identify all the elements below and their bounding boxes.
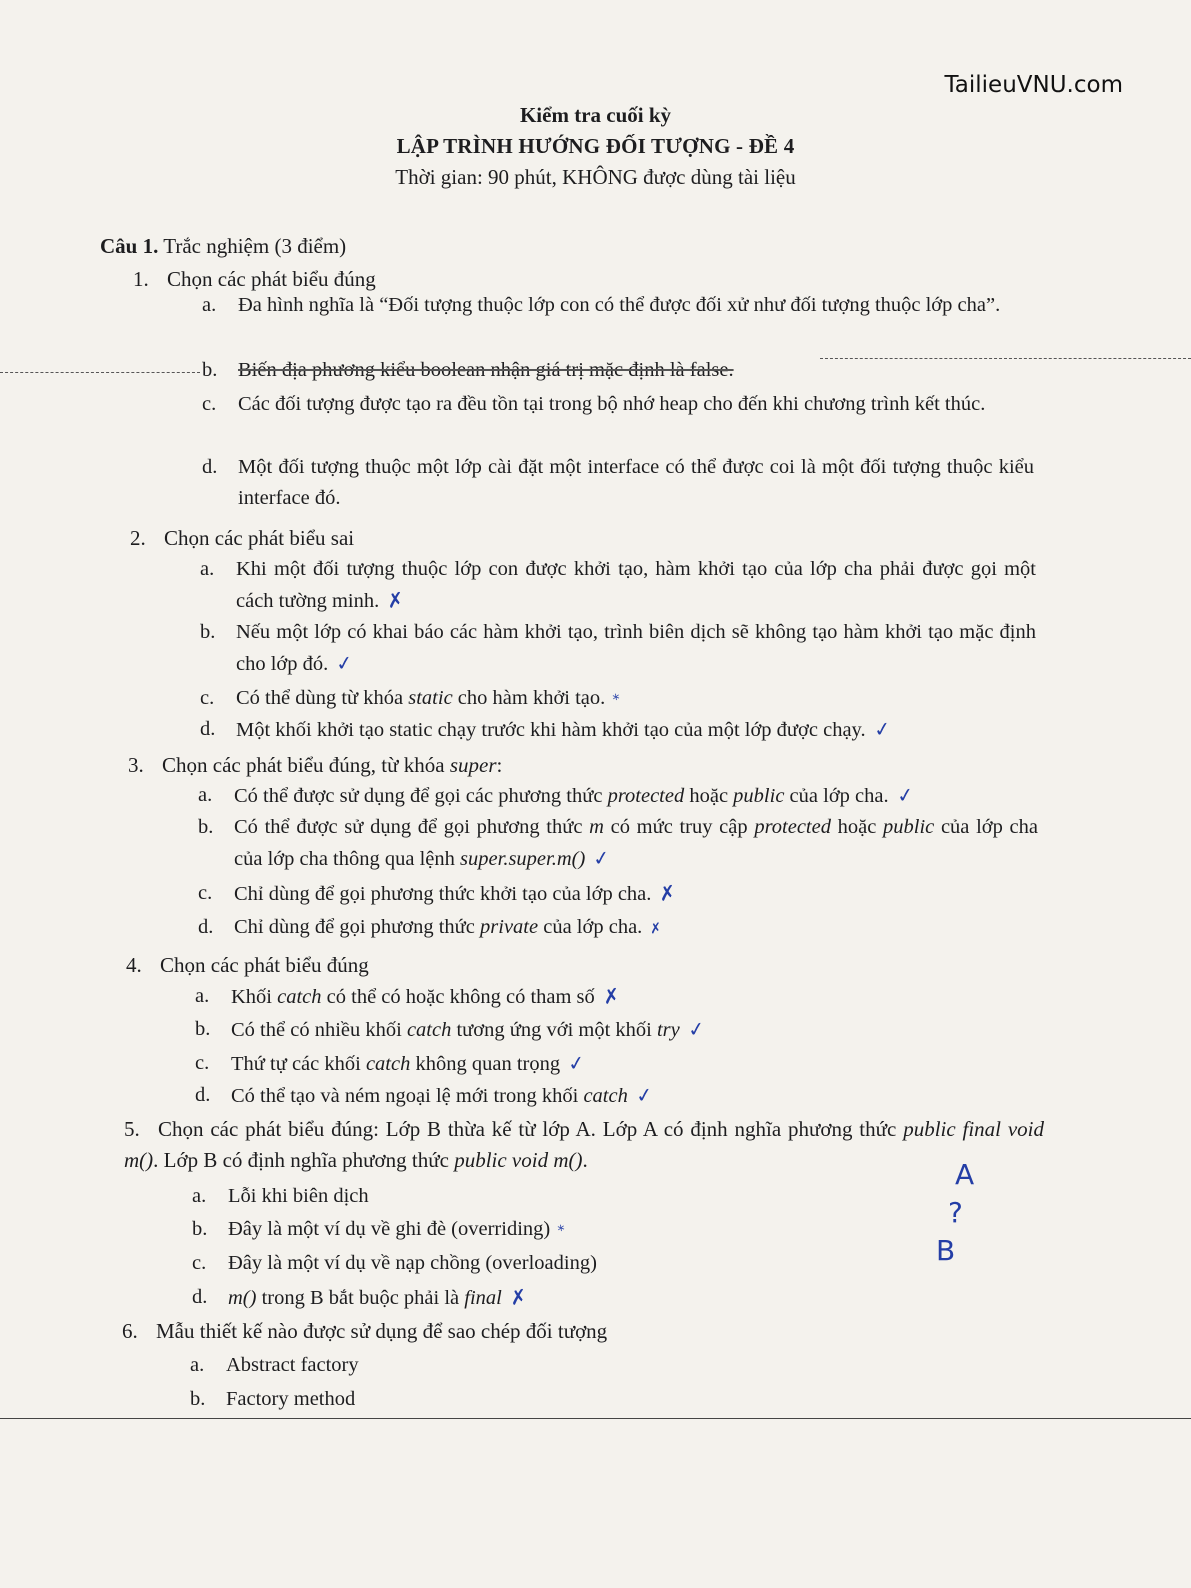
exam-instructions: Thời gian: 90 phút, KHÔNG được dùng tài liệu (395, 165, 796, 189)
question-6: 6. Mẫu thiết kế nào được sử dụng để sao chép đối tượng (122, 1319, 608, 1343)
question-4: 4. Chọn các phát biểu đúng (126, 953, 369, 977)
check-mark-icon: ✓ (871, 715, 892, 743)
q5-option-d: d. m() trong B bắt buộc phải là final ✗ (192, 1282, 952, 1314)
q4-option-a: a. Khối catch có thể có hoặc không có tham số ✗ (195, 981, 1035, 1013)
q2-option-a: a. Khi một đối tượng thuộc lớp con được khởi tạo, hàm khởi tạo của lớp cha phải được gọi một cách tường minh. ✗ (200, 554, 1036, 617)
watermark: TailieuVNU.com (944, 72, 1123, 98)
cross-mark-icon: ✗ (601, 982, 622, 1010)
check-mark-icon: ✓ (591, 844, 612, 872)
q3-option-d: d. Chỉ dùng để gọi phương thức private của lớp cha. ✗ (198, 912, 1038, 945)
q6-option-a: a. Abstract factory (190, 1354, 359, 1376)
q3-option-c: c. Chỉ dùng để gọi phương thức khởi tạo của lớp cha. ✗ (198, 878, 1038, 910)
asterisk-mark-icon: * (612, 691, 622, 709)
q4-option-d: d. Có thể tạo và ném ngoại lệ mới trong khối catch ✓ (195, 1080, 1035, 1112)
q5-option-b: b. Đây là một ví dụ về ghi đè (overriding) * (192, 1214, 952, 1247)
check-mark-icon: ✓ (566, 1049, 587, 1077)
q1-option-d: d. Một đối tượng thuộc một lớp cài đặt một interface có thể được coi là một đối tượng thuộc kiểu interface đó. (202, 456, 1034, 509)
question-5: 5. Chọn các phát biểu đúng: Lớp B thừa kế từ lớp A. Lớp A có định nghĩa phương thức public final void m(). Lớp B có định nghĩa phương thức public void m(). (124, 1117, 1044, 1172)
q4-option-c: c. Thứ tự các khối catch không quan trọng ✓ (195, 1048, 1035, 1080)
handwritten-annotation: ? (948, 1196, 963, 1229)
q5-option-c: c. Đây là một ví dụ về nạp chồng (overloading) (192, 1252, 597, 1274)
q2-option-c: c. Có thể dùng từ khóa static cho hàm khởi tạo. * (200, 683, 1036, 716)
q6-option-b: b. Factory method (190, 1388, 356, 1410)
exam-header (0, 100, 1191, 193)
q2-option-d: d. Một khối khởi tạo static chạy trước khi hàm khởi tạo của một lớp được chạy. ✓ (200, 714, 1036, 746)
page-fold-line (0, 1418, 1191, 1419)
q1-option-a: a. Đa hình nghĩa là “Đối tượng thuộc lớp con có thể được đối xử như đối tượng thuộc lớp cha”. (202, 294, 1001, 316)
q3-option-b: b. Có thể được sử dụng để gọi phương thức m có mức truy cập protected hoặc public của lớp cha của lớp cha thông qua lệnh super.super.m() ✓ (198, 812, 1038, 875)
q5-option-a: a. Lỗi khi biên dịch (192, 1185, 369, 1207)
handwritten-annotation: A (955, 1158, 975, 1191)
check-mark-icon: ✓ (634, 1081, 655, 1109)
q1-option-c: c. Các đối tượng được tạo ra đều tồn tại trong bộ nhớ heap cho đến khi chương trình kết thúc. (202, 393, 986, 415)
handwritten-annotation: B (936, 1234, 956, 1267)
q4-option-b: b. Có thể có nhiều khối catch tương ứng với một khối try ✓ (195, 1014, 1035, 1046)
dashed-line (0, 372, 200, 373)
question-2: 2. Chọn các phát biểu sai (130, 526, 355, 550)
check-mark-icon: ✓ (334, 649, 355, 677)
cross-mark-icon: ✗ (385, 586, 406, 614)
check-mark-icon: ✓ (686, 1015, 707, 1043)
section-heading: Trắc nghiệm (3 điểm) (163, 234, 347, 258)
exam-title: Kiểm tra cuối kỳ (519, 103, 672, 127)
q1-option-b: b. Biến địa phương kiểu boolean nhận giá trị mặc định là false. (202, 359, 734, 381)
q2-option-b: b. Nếu một lớp có khai báo các hàm khởi tạo, trình biên dịch sẽ không tạo hàm khởi tạo mặc định cho lớp đó. ✓ (200, 617, 1036, 680)
question-1: 1. Chọn các phát biểu đúng (133, 267, 376, 291)
cross-mark-icon: ✗ (657, 879, 678, 907)
q3-option-a: a. Có thể được sử dụng để gọi các phương thức protected hoặc public của lớp cha. ✓ (198, 780, 1038, 812)
cross-mark-icon: ✗ (508, 1283, 529, 1311)
cross-mark-icon: ✗ (649, 920, 664, 938)
section-label: Câu 1. (100, 234, 159, 258)
question-3: 3. Chọn các phát biểu đúng, từ khóa super: (128, 753, 503, 777)
check-mark-icon: ✓ (894, 781, 915, 809)
section-title (100, 234, 346, 259)
exam-subject: LẬP TRÌNH HƯỚNG ĐỐI TƯỢNG - ĐỀ 4 (396, 134, 795, 158)
asterisk-mark-icon: * (557, 1222, 567, 1240)
